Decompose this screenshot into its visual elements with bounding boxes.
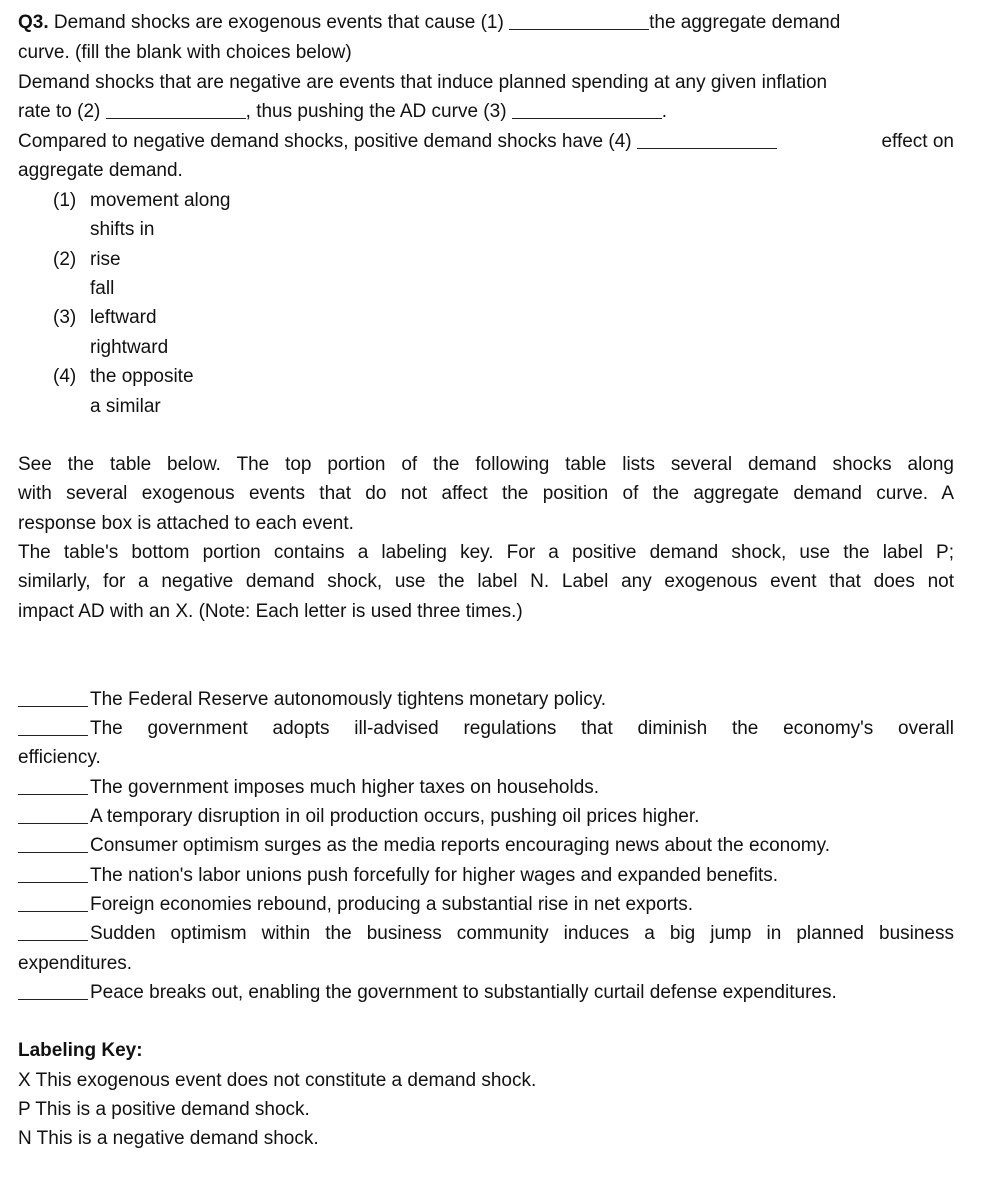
event-item-continuation: expenditures. <box>18 953 133 974</box>
answer-blank[interactable] <box>18 910 88 912</box>
labeling-key-x: X This exogenous event does not constitute a demand shock. <box>18 1070 537 1091</box>
choice-1-number: (1) <box>53 190 77 211</box>
choice-2-option-b: fall <box>90 278 115 299</box>
question-line-1: Q3. Demand shocks are exogenous events that cause (1) the aggregate demand <box>18 12 841 33</box>
question-line-4: rate to (2) , thus pushing the AD curve (3) . <box>18 101 668 122</box>
event-item: The Federal Reserve autonomously tightens monetary policy. <box>18 685 954 714</box>
instructions-p2-line-3: impact AD with an X. (Note: Each letter is used three times.) <box>18 601 523 622</box>
question-line-5: Compared to negative demand shocks, positive demand shocks have (4) effect on <box>18 131 954 152</box>
choice-1-option-b: shifts in <box>90 219 155 240</box>
event-item: The nation's labor unions push forcefully for higher wages and expanded benefits. <box>18 861 954 890</box>
labeling-key-p: P This is a positive demand shock. <box>18 1099 310 1120</box>
answer-blank[interactable] <box>18 705 88 707</box>
answer-blank[interactable] <box>18 734 88 736</box>
choice-3-option-b: rightward <box>90 337 169 358</box>
event-item: Peace breaks out, enabling the government to substantially curtail defense expenditures. <box>18 978 954 1007</box>
answer-blank[interactable] <box>18 822 88 824</box>
blank-1[interactable] <box>509 28 649 30</box>
labeling-key-title: Labeling Key: <box>18 1040 143 1061</box>
instructions-p1-line-3: response box is attached to each event. <box>18 513 354 534</box>
event-item-continuation: efficiency. <box>18 747 101 768</box>
blank-2[interactable] <box>106 117 246 119</box>
instructions-p2-line-2: similarly, for a negative demand shock, use the label N. Label any exogenous event that does not <box>18 571 954 592</box>
event-item: A temporary disruption in oil production occurs, pushing oil prices higher. <box>18 802 954 831</box>
choice-2-number: (2) <box>53 249 77 270</box>
question-label: Q3. <box>18 12 49 33</box>
instructions-p1-line-2: with several exogenous events that do not affect the position of the aggregate demand curve. A <box>18 483 954 504</box>
question-line-6: aggregate demand. <box>18 160 183 181</box>
answer-blank[interactable] <box>18 851 88 853</box>
event-item: The government imposes much higher taxes on households. <box>18 773 954 802</box>
instructions-p2-line-1: The table's bottom portion contains a labeling key. For a positive demand shock, use the label P; <box>18 542 954 563</box>
question-line-3: Demand shocks that are negative are events that induce planned spending at any given inflation <box>18 72 828 93</box>
choice-3-option-a: leftward <box>90 307 157 328</box>
answer-blank[interactable] <box>18 939 88 941</box>
answer-blank[interactable] <box>18 793 88 795</box>
event-item: Foreign economies rebound, producing a substantial rise in net exports. <box>18 890 954 919</box>
choice-3-number: (3) <box>53 307 77 328</box>
blank-3[interactable] <box>512 117 662 119</box>
choice-4-number: (4) <box>53 366 77 387</box>
instructions-p1-line-1: See the table below. The top portion of the following table lists several demand shocks along <box>18 454 954 475</box>
blank-4[interactable] <box>637 147 777 149</box>
event-item: Consumer optimism surges as the media reports encouraging news about the economy. <box>18 831 954 860</box>
choice-4-option-b: a similar <box>90 396 161 417</box>
event-item: Sudden optimism within the business community induces a big jump in planned business <box>18 919 954 948</box>
question-line-2: curve. (fill the blank with choices below) <box>18 42 352 63</box>
choice-1-option-a: movement along <box>90 190 231 211</box>
choice-4-option-a: the opposite <box>90 366 194 387</box>
labeling-key-n: N This is a negative demand shock. <box>18 1128 319 1149</box>
answer-blank[interactable] <box>18 881 88 883</box>
answer-blank[interactable] <box>18 998 88 1000</box>
event-item: The government adopts ill-advised regulations that diminish the economy's overall <box>18 714 954 743</box>
choice-2-option-a: rise <box>90 249 121 270</box>
